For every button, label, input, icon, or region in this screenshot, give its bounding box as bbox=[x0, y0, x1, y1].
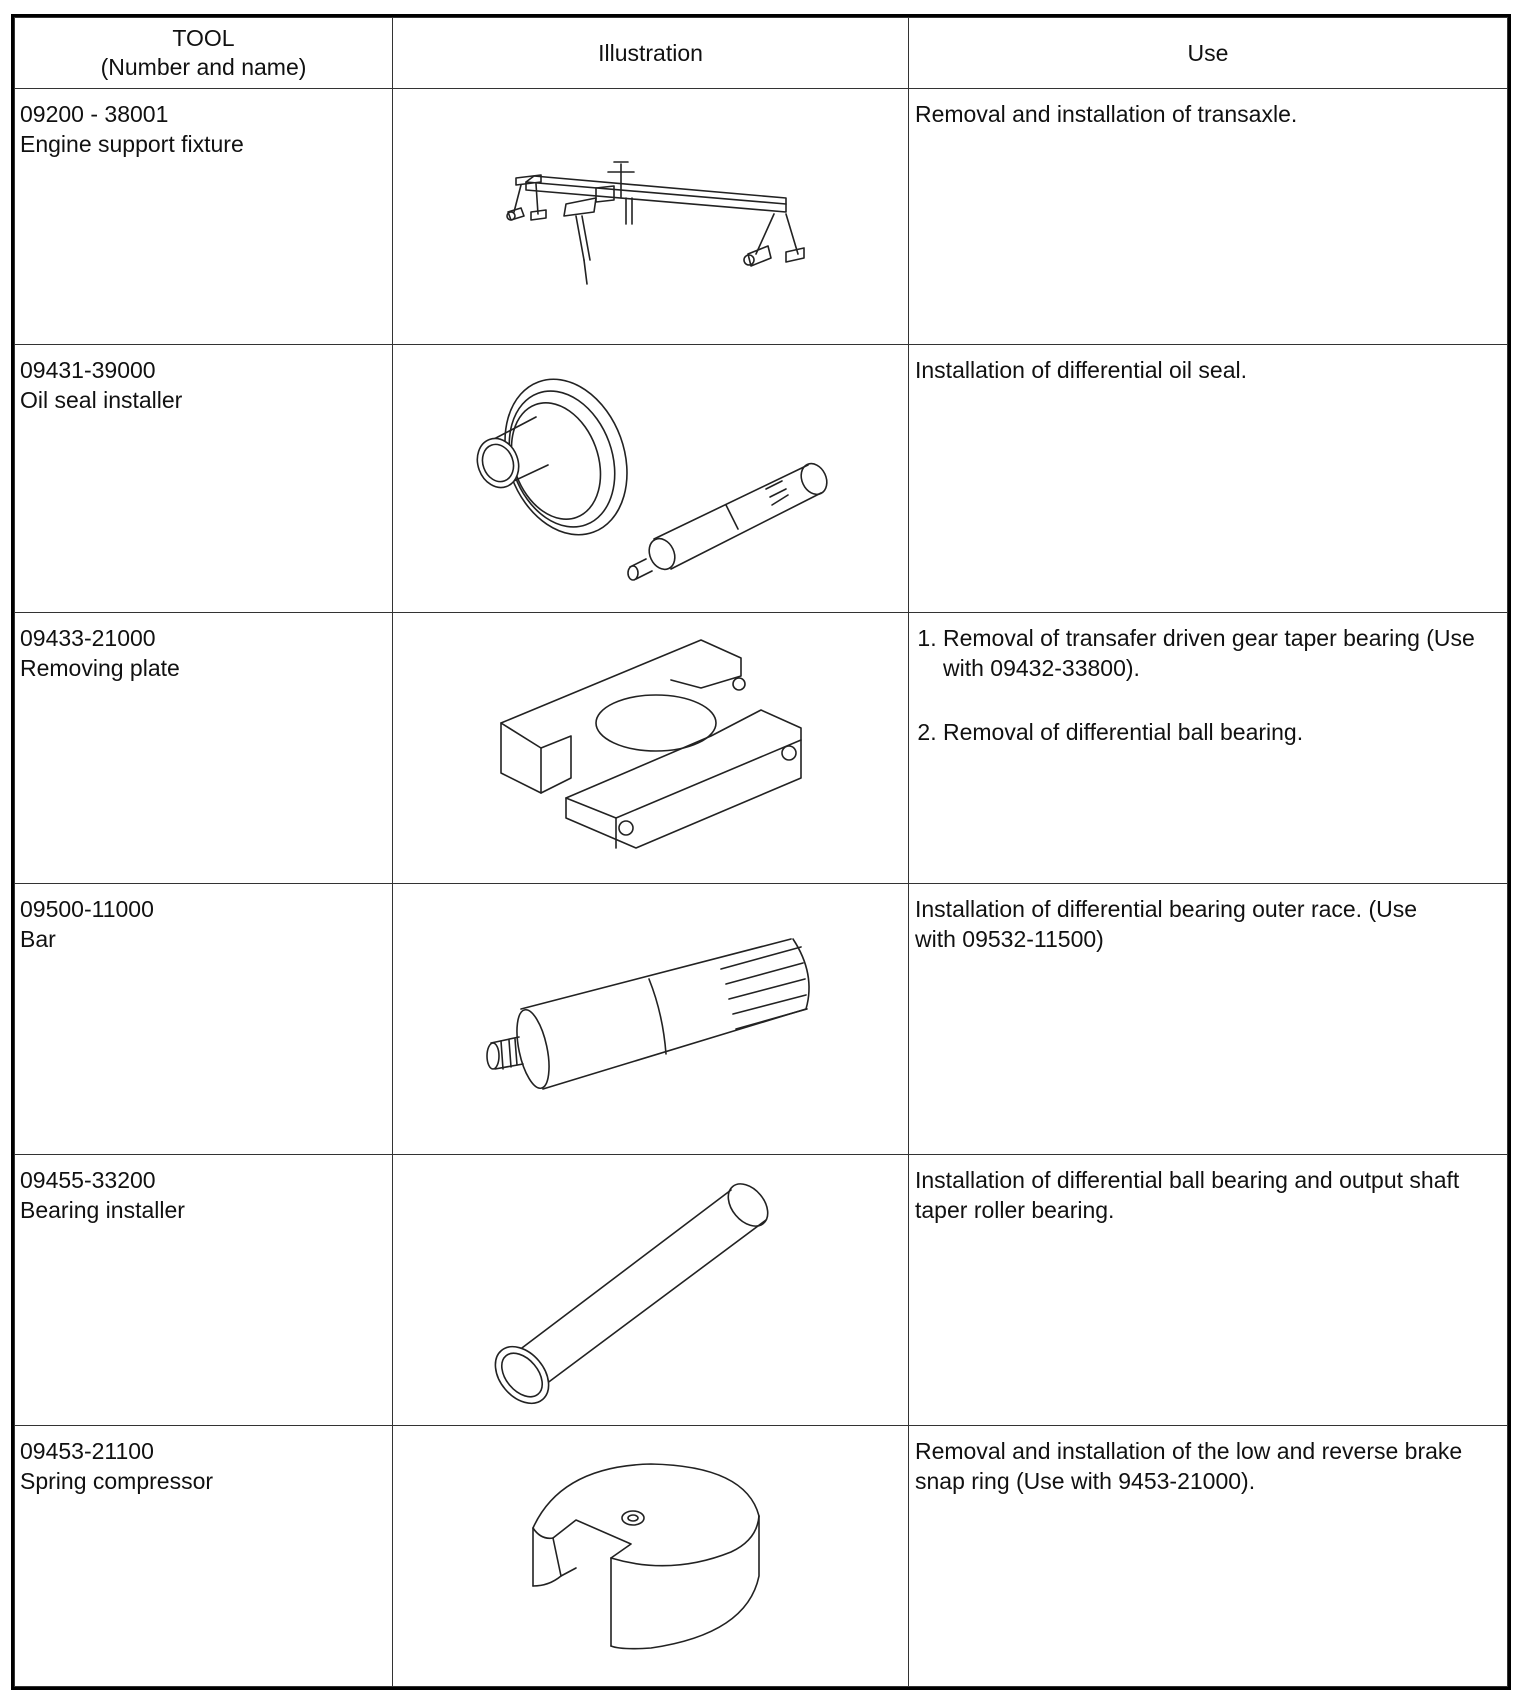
tool-cell bbox=[15, 345, 393, 613]
table-row bbox=[15, 1155, 1508, 1426]
header-row bbox=[15, 18, 1508, 89]
use-text: Installation of differential bearing outer race. (Use bbox=[915, 896, 1418, 922]
use-text: snap ring (Use with 9453-21000). bbox=[915, 1468, 1256, 1494]
tool-number: 09431-39000 bbox=[20, 357, 156, 383]
tool-name: Spring compressor bbox=[20, 1468, 214, 1494]
tool-name: Oil seal installer bbox=[20, 387, 183, 413]
use-cell bbox=[909, 1155, 1508, 1426]
illustration-cell bbox=[393, 1155, 909, 1426]
tool-cell bbox=[15, 1426, 393, 1687]
special-tools-table-frame bbox=[11, 14, 1511, 1690]
use-text: taper roller bearing. bbox=[915, 1197, 1115, 1223]
spring-compressor-icon bbox=[521, 1456, 781, 1656]
use-text: Removal and installation of the low and reverse brake bbox=[915, 1438, 1463, 1464]
tool-cell bbox=[15, 613, 393, 884]
tool-number: 09455-33200 bbox=[20, 1167, 156, 1193]
use-cell bbox=[909, 613, 1508, 884]
table-row bbox=[15, 884, 1508, 1155]
tool-cell bbox=[15, 884, 393, 1155]
removing-plate-icon bbox=[471, 628, 831, 868]
illustration-cell bbox=[393, 345, 909, 613]
tool-number: 09453-21100 bbox=[20, 1438, 154, 1464]
illustration-cell bbox=[393, 613, 909, 884]
use-list-item: 1. Removal of transafer driven gear taper bearing (Use with 09432-33800). bbox=[943, 623, 1501, 683]
engine-support-fixture-icon bbox=[486, 142, 816, 292]
use-list-item: 2. Removal of differential ball bearing. bbox=[943, 717, 1501, 747]
illustration-cell bbox=[393, 1426, 909, 1687]
illustration-cell bbox=[393, 89, 909, 345]
tool-name: Bearing installer bbox=[20, 1197, 185, 1223]
use-cell bbox=[909, 345, 1508, 613]
header-illustration: Illustration bbox=[393, 18, 909, 89]
table-row bbox=[15, 345, 1508, 613]
tool-cell bbox=[15, 1155, 393, 1426]
tool-name: Removing plate bbox=[20, 655, 180, 681]
tool-name: Bar bbox=[20, 926, 56, 952]
use-text: Installation of differential ball bearing and output shaft bbox=[915, 1167, 1460, 1193]
tool-number: 09200 - 38001 bbox=[20, 101, 169, 127]
bearing-installer-icon bbox=[486, 1175, 816, 1405]
tool-number: 09500-11000 bbox=[20, 896, 154, 922]
use-cell bbox=[909, 1426, 1508, 1687]
special-tools-table bbox=[14, 17, 1508, 1687]
use-text: with 09532-11500) bbox=[915, 926, 1104, 952]
tool-name: Engine support fixture bbox=[20, 131, 244, 157]
header-tool-line1: TOOL bbox=[172, 25, 235, 51]
use-cell bbox=[909, 89, 1508, 345]
use-list bbox=[915, 623, 1501, 747]
use-text: Installation of differential oil seal. bbox=[915, 357, 1247, 383]
tool-cell bbox=[15, 89, 393, 345]
table-row bbox=[15, 89, 1508, 345]
illustration-cell bbox=[393, 884, 909, 1155]
table-row bbox=[15, 613, 1508, 884]
table-row bbox=[15, 1426, 1508, 1687]
use-cell bbox=[909, 884, 1508, 1155]
header-use: Use bbox=[909, 18, 1508, 89]
bar-icon bbox=[471, 929, 831, 1109]
header-tool-line2: (Number and name) bbox=[100, 54, 307, 80]
oil-seal-installer-icon bbox=[466, 369, 836, 589]
header-tool bbox=[15, 18, 393, 89]
use-text: Removal and installation of transaxle. bbox=[915, 101, 1298, 127]
tool-number: 09433-21000 bbox=[20, 625, 156, 651]
